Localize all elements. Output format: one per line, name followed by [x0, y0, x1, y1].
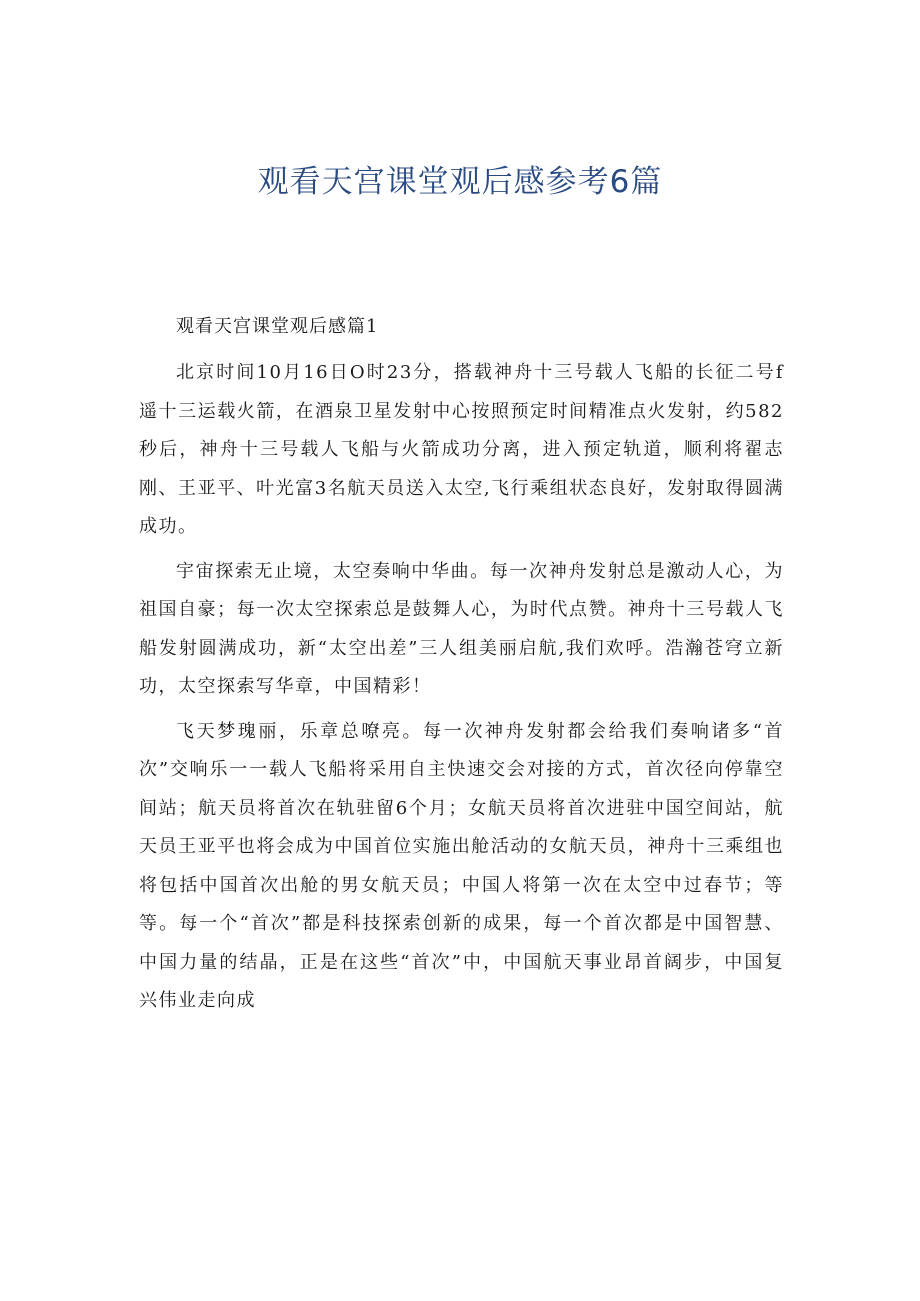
- document-title: 观看天宫课堂观后感参考6篇: [257, 164, 663, 200]
- document-body: [139, 308, 784, 1027]
- paragraph-2: 宇宙探索无止境，太空奏响中华曲。每一次神舟发射总是激动人心，为祖国自豪；每一次太空探索总是鼓舞人心，为时代点赞。神舟十三号载人飞船发射圆满成功，新“太空出差”三人组美丽启航,我们欢呼。浩瀚苍穹立新功，太空探索写华章，中国精彩！: [139, 560, 784, 697]
- section-heading: 观看天宫课堂观后感篇1: [176, 316, 379, 337]
- paragraph-3: 飞天梦瑰丽，乐章总嘹亮。每一次神舟发射都会给我们奏响诸多“首次”交响乐一一载人飞船将采用自主快速交会对接的方式，首次径向停靠空间站；航天员将首次在轨驻留6个月；女航天员将首次进驻中国空间站，航天员王亚平也将会成为中国首位实施出舱活动的女航天员，神舟十三乘组也将包括中国首次出舱的男女航天员；中国人将第一次在太空中过春节；等等。每一个“首次”都是科技探索创新的成果，每一个首次都是中国智慧、中国力量的结晶，正是在这些“首次”中，中国航天事业昂首阔步，中国复兴伟业走向成: [139, 720, 784, 1011]
- paragraph-1: 北京时间10月16日O时23分，搭载神舟十三号载人飞船的长征二号f遥十三运载火箭，在酒泉卫星发射中心按照预定时间精准点火发射，约582秒后，神舟十三号载人飞船与火箭成功分离，进入预定轨道，顺利将翟志刚、王亚平、叶光富3名航天员送入太空,飞行乘组状态良好，发射取得圆满成功。: [139, 362, 784, 537]
